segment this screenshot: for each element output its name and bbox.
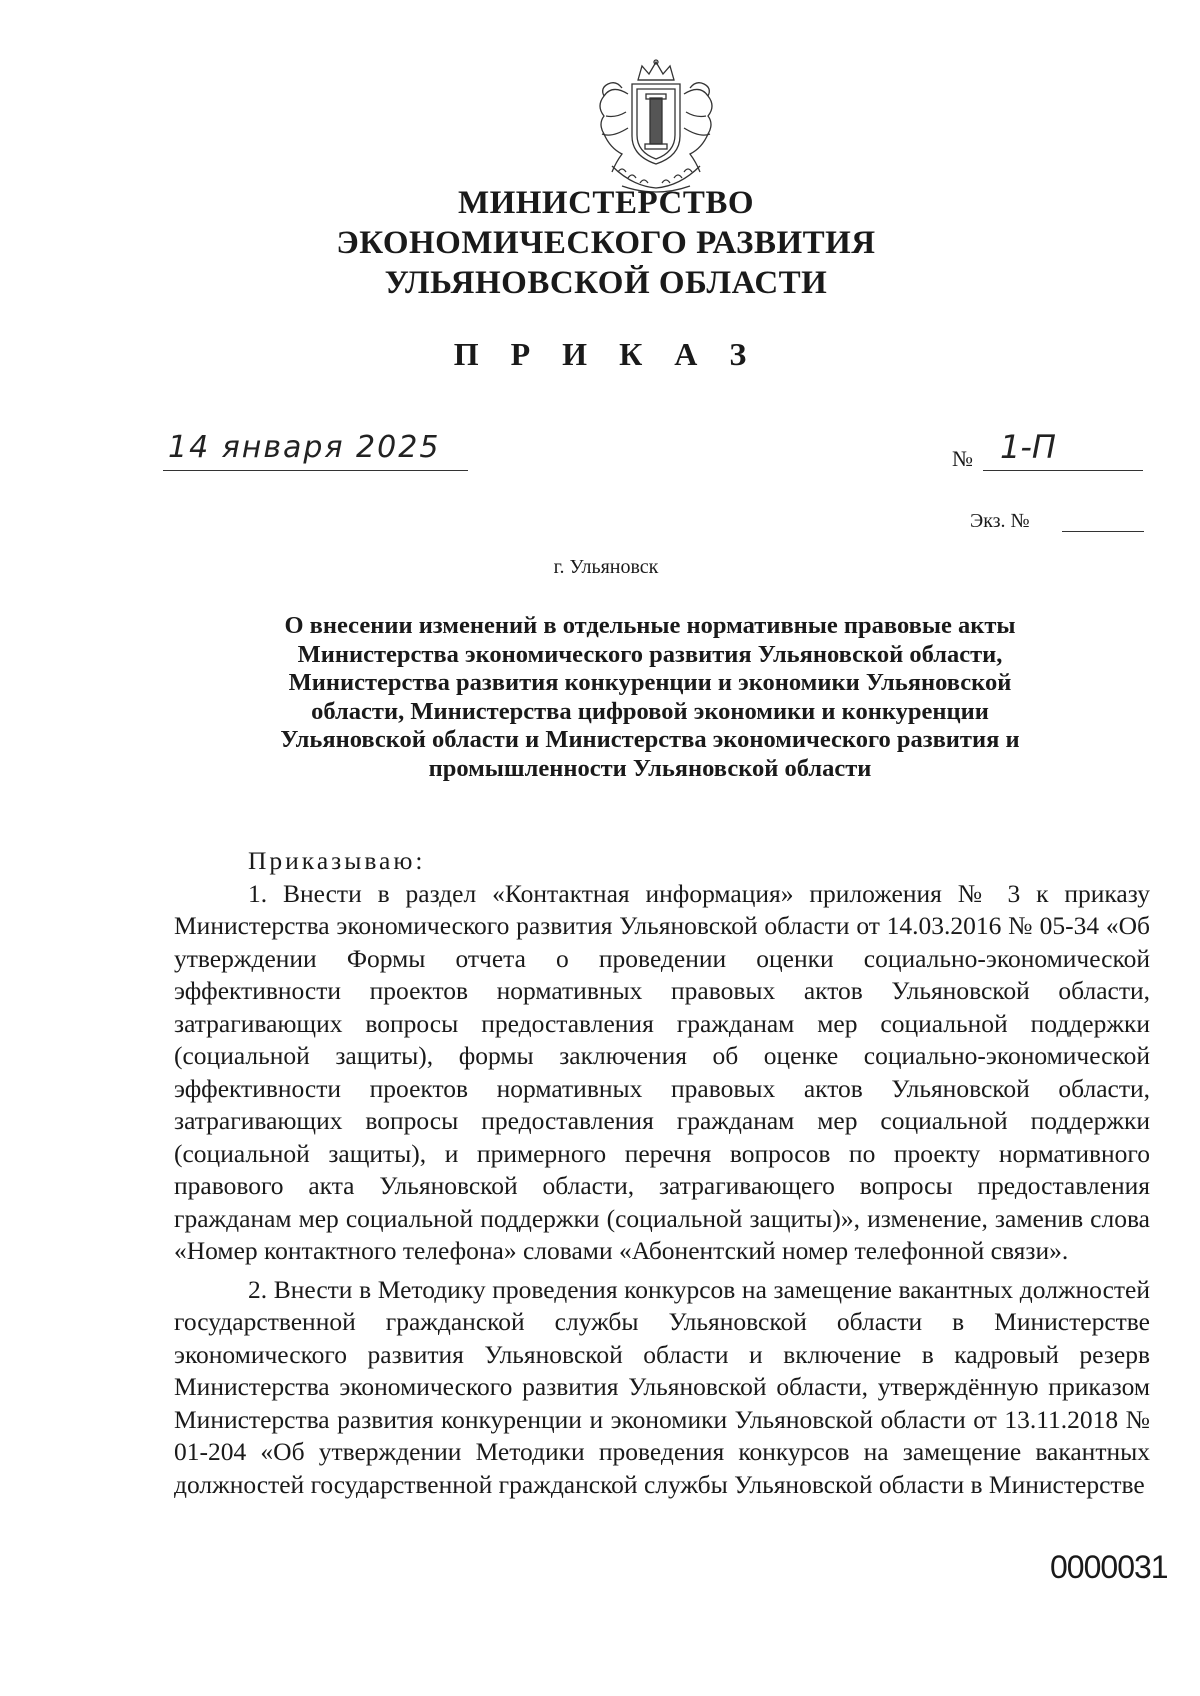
document-type-title: П Р И К А З [453,336,759,372]
number-sign: № [952,446,973,471]
copy-number-underline [1062,531,1144,532]
paragraph-1: 1. Внести в раздел «Контактная информация» приложения № 3 к приказу Министерства экономического развития Ульяновской области от 14.03.2016 № 05-34 «Об утверждении Формы отчета о проведении оценки социально-экономической эффективности проектов нормативных правовых актов Ульяновской области, затрагивающих вопросы предоставления гражданам мер социальной поддержки (социальной защиты), формы заключения об оценке социально-экономической эффективности проектов нормативных правовых актов Ульяновской области, затрагивающих вопросы предоставления гражданам мер социальной поддержки (социальной защиты), и примерного перечня вопросов по проекту нормативного правового акта Ульяновской области, затрагивающего вопросы предоставления гражданам мер социальной поддержки (социальной защиты)», изменение, заменив слова «Номер контактного телефона» словами «Абонентский номер телефонной связи». [174,878,1150,1265]
number-underline [983,470,1143,471]
order-body [174,845,1150,1501]
paragraph-2: 2. Внести в Методику проведения конкурсов на замещение вакантных должностей государственной гражданской службы Ульяновской области в Министерстве экономического развития Ульяновской области и включение в кадровый резерв Министерства экономического развития Ульяновской области, утверждённую приказом Министерства развития конкуренции и экономики Ульяновской области от 13.11.2018 № 01-204 «Об утверждении Методики проведения конкурсов на замещение вакантных должностей государственной гражданской службы Ульяновской области в Министерстве [174,1274,1150,1499]
ministry-line-1: МИНИСТЕРСТВО [457,185,755,221]
order-heading: О внесении изменений в отдельные нормативные правовые акты Министерства экономического развития Ульяновской области, Министерства развития конкуренции и экономики Ульяновской области, Министерства цифровой экономики и конкуренции Ульяновской области и Министерства экономического развития и промышленности Ульяновской области [280,612,1020,782]
handwritten-date: 14 января 2025 [168,430,441,465]
date-underline [163,470,468,471]
handwritten-order-number: 1-П [1000,428,1056,466]
document-serial-number: 0000031 [1050,1549,1168,1585]
ministry-line-2: ЭКОНОМИЧЕСКОГО РАЗВИТИЯ [336,225,876,261]
copy-number-label: Экз. № [970,510,1030,532]
ministry-line-3: УЛЬЯНОВСКОЙ ОБЛАСТИ [384,265,828,301]
order-word: Приказываю: [248,846,426,875]
city-name: г. Ульяновск [553,556,659,578]
coat-of-arms-emblem [582,58,730,198]
ministry-name [0,183,1200,303]
